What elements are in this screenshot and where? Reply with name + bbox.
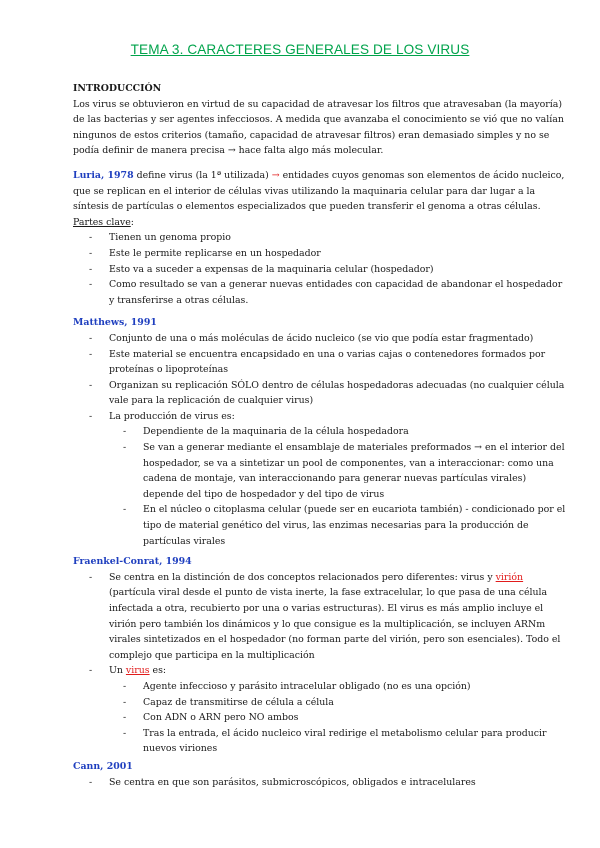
page-title: TEMA 3. CARACTERES GENERALES DE LOS VIRUS xyxy=(130,42,470,57)
list-item xyxy=(73,663,569,757)
arrow-icon: → xyxy=(271,169,280,181)
sub-list-item: - Dependiente de la maquinaria de la célula hospedadora xyxy=(109,424,569,440)
list-item: - Tienen un genoma propio xyxy=(73,230,569,246)
matthews-list xyxy=(73,331,569,549)
luria-text-1: define virus (la 1ª utilizada) xyxy=(133,169,272,181)
cann-list xyxy=(73,775,569,791)
intro-paragraph: Los virus se obtuvieron en virtud de su capacidad de atravesar los filtros que atravesaban (la mayoría) de las bacterias y ser agentes infecciosos. A medida que avanzaba el conocimiento se vió que no valían ningunos de estos criterios (tamaño, capacidad de atravesar filtros) eran demasiado simples y no se podía definir de manera precisa → hace falta algo más molecular. xyxy=(73,98,564,157)
list-item: - Este le permite replicarse en un hospedador xyxy=(73,246,569,262)
sub-list-item: - Con ADN o ARN pero NO ambos xyxy=(109,710,569,726)
luria-list xyxy=(73,230,569,308)
fraenkel-text-2a: Un xyxy=(109,665,126,677)
luria-paragraph xyxy=(73,168,569,230)
sub-list-item: - Capaz de transmitirse de célula a célula xyxy=(109,695,569,711)
matthews-author: Matthews, 1991 xyxy=(73,317,157,329)
fraenkel-author: Fraenkel-Conrat, 1994 xyxy=(73,556,192,568)
fraenkel-sublist xyxy=(109,679,569,757)
list-item: - Organizan su replicación SÓLO dentro de células hospedadoras adecuadas (no cualquier célula vale para la replicación de cualquier virus) xyxy=(73,378,569,409)
luria-key-colon: : xyxy=(130,216,134,228)
intro-heading: INTRODUCCIÓN xyxy=(73,83,162,94)
sub-list-item: - Tras la entrada, el ácido nucleico viral redirige el metabolismo celular para producir nuevos viriones xyxy=(109,726,569,757)
list-item-text: La producción de virus es: xyxy=(109,410,235,422)
luria-key-label: Partes clave xyxy=(73,216,131,228)
list-item: - Esto va a suceder a expensas de la maquinaria celular (hospedador) xyxy=(73,262,569,278)
list-item: - Como resultado se van a generar nuevas entidades con capacidad de abandonar el hospedador y transferirse a otras células. xyxy=(73,277,569,308)
virus-term: virus xyxy=(125,665,150,677)
list-item: - Se centra en que son parásitos, submicroscópicos, obligados e intracelulares xyxy=(73,775,569,791)
fraenkel-text-2b: es: xyxy=(149,665,167,677)
luria-text-2: entidades cuyos genomas son elementos de ácido nucleico, que se replican en el interior de células vivas utilizando la maquinaria celular para dar lugar a la síntesis de partículas o elementos especializados que pueden transferir el genoma a otras células. xyxy=(73,169,565,213)
fraenkel-text-1b: (partícula viral desde el punto de vista inerte, la fase extracelular, lo que pasa de una célula infectada a otra, recubierto por una o varias estructuras). El virus es más amplio incluye el virión pero también los dinámicos y lo que consigue es la multiplicación, se incluyen ARNm virales sintetizados en el hospedador (no forman parte del virión, pero son esenciales). Todo el complejo que participa en la multiplicación xyxy=(109,587,561,661)
sub-list-item: - En el núcleo o citoplasma celular (puede ser en eucariota también) - condicionado por el tipo de material genético del virus, las enzimas necesarias para la producción de partículas virales xyxy=(109,502,569,549)
list-item xyxy=(73,570,569,664)
cann-author: Cann, 2001 xyxy=(73,760,133,772)
matthews-sublist xyxy=(109,424,569,549)
document-body xyxy=(73,81,569,790)
luria-author: Luria, 1978 xyxy=(73,169,134,181)
fraenkel-text-1a: Se centra en la distinción de dos conceptos relacionados pero diferentes: virus y xyxy=(109,571,496,583)
sub-list-item: - Agente infeccioso y parásito intracelular obligado (no es una opción) xyxy=(109,679,569,695)
virion-term: virión xyxy=(495,571,524,583)
sub-list-item: - Se van a generar mediante el ensamblaje de materiales preformados → en el interior del hospedador, se va a sintetizar un pool de componentes, van a interaccionar: como una cadena de montaje, van interaccionando para generar nuevas partículas virales) depende del tipo de hospedador y del tipo de virus xyxy=(109,440,569,502)
list-item xyxy=(73,409,569,549)
fraenkel-list xyxy=(73,570,569,757)
list-item: - Este material se encuentra encapsidado en una o varias cajas o contenedores formados por proteínas o lipoproteínas xyxy=(73,347,569,378)
list-item: - Conjunto de una o más moléculas de ácido nucleico (se vio que podía estar fragmentado) xyxy=(73,331,569,347)
